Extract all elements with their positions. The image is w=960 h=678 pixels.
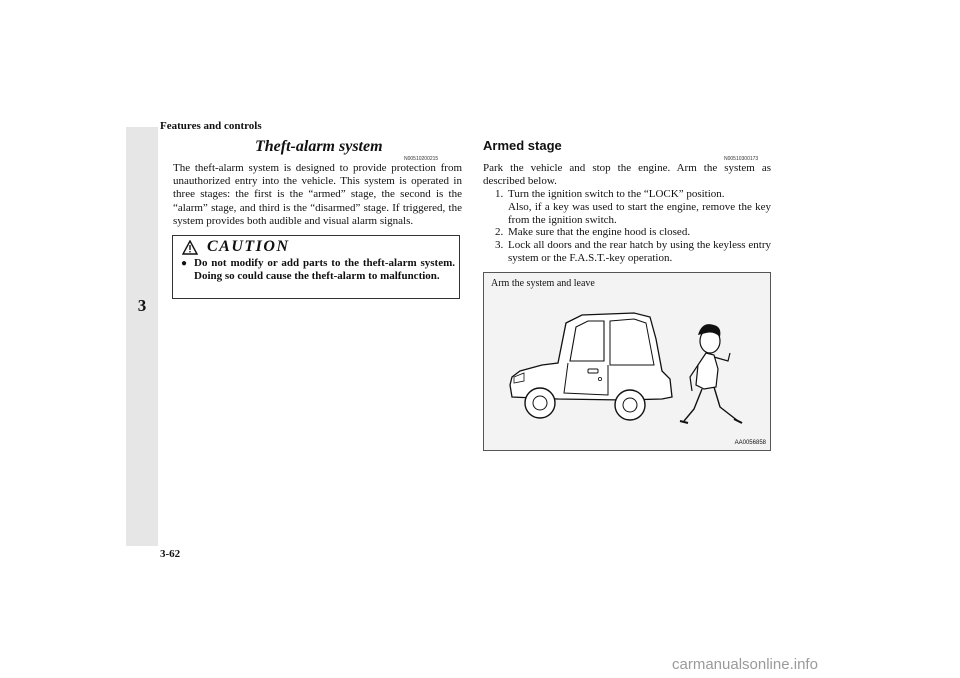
- steps-list: [495, 188, 771, 265]
- intro-paragraph: The theft-alarm system is designed to provide protection from unauthorized entry into the vehicle. This system is operated in three stages: the first is the “armed” stage, the second is the “alarm” stage, and third is the “disarmed” stage. If triggered, the system provides both audible and visual alarm signals.: [173, 162, 462, 227]
- rear-wheel: [615, 390, 645, 420]
- section-title-armed-stage: Armed stage: [483, 138, 562, 153]
- step-number: 2.: [495, 226, 504, 239]
- step-text: Make sure that the engine hood is closed.: [508, 226, 691, 239]
- person-torso: [696, 353, 718, 389]
- chapter-tab: [126, 127, 158, 546]
- illustration-figure: [483, 272, 771, 451]
- caution-header: [182, 238, 290, 256]
- page-number: 3-62: [160, 548, 181, 560]
- chapter-number: 3: [137, 296, 147, 315]
- armed-paragraph: Park the vehicle and stop the engine. Arm the system as described below.: [483, 162, 771, 187]
- step-number: [495, 201, 508, 227]
- person-legs: [684, 387, 738, 421]
- bullet-icon: ●: [181, 258, 188, 269]
- caution-box: [172, 235, 460, 299]
- step-item: [495, 201, 771, 227]
- caution-item: [181, 257, 455, 283]
- section-title-theft-alarm: Theft-alarm system: [255, 138, 383, 155]
- step-text: Also, if a key was used to start the engine, remove the key from the ignition switch.: [508, 200, 771, 226]
- step-number: 1.: [495, 188, 504, 200]
- car-and-person-illustration: [484, 273, 770, 450]
- warning-triangle-icon: [182, 240, 198, 255]
- step-text: Lock all doors and the rear hatch by using the keyless entry system or the F.A.S.T.-key operation.: [508, 239, 771, 264]
- figure-code: AA0056858: [734, 440, 766, 446]
- step-item: [495, 239, 771, 265]
- watermark-link[interactable]: carmanualsonline.info: [672, 656, 818, 673]
- door-handle: [588, 369, 598, 373]
- figure-caption: Arm the system and leave: [491, 278, 595, 289]
- front-wheel: [525, 388, 555, 418]
- step-item: [495, 226, 771, 239]
- step-number: 3.: [495, 239, 504, 252]
- step-item: [495, 188, 771, 201]
- section-code-left: N00510200215: [404, 156, 439, 162]
- caution-heading: CAUTION: [207, 238, 290, 255]
- section-code-right: N00510300173: [724, 156, 759, 162]
- caution-text: Do not modify or add parts to the theft-alarm system. Doing so could cause the theft-alarm to malfunction.: [194, 257, 455, 282]
- step-text: Turn the ignition switch to the “LOCK” position.: [508, 188, 725, 200]
- section-header: Features and controls: [160, 120, 262, 132]
